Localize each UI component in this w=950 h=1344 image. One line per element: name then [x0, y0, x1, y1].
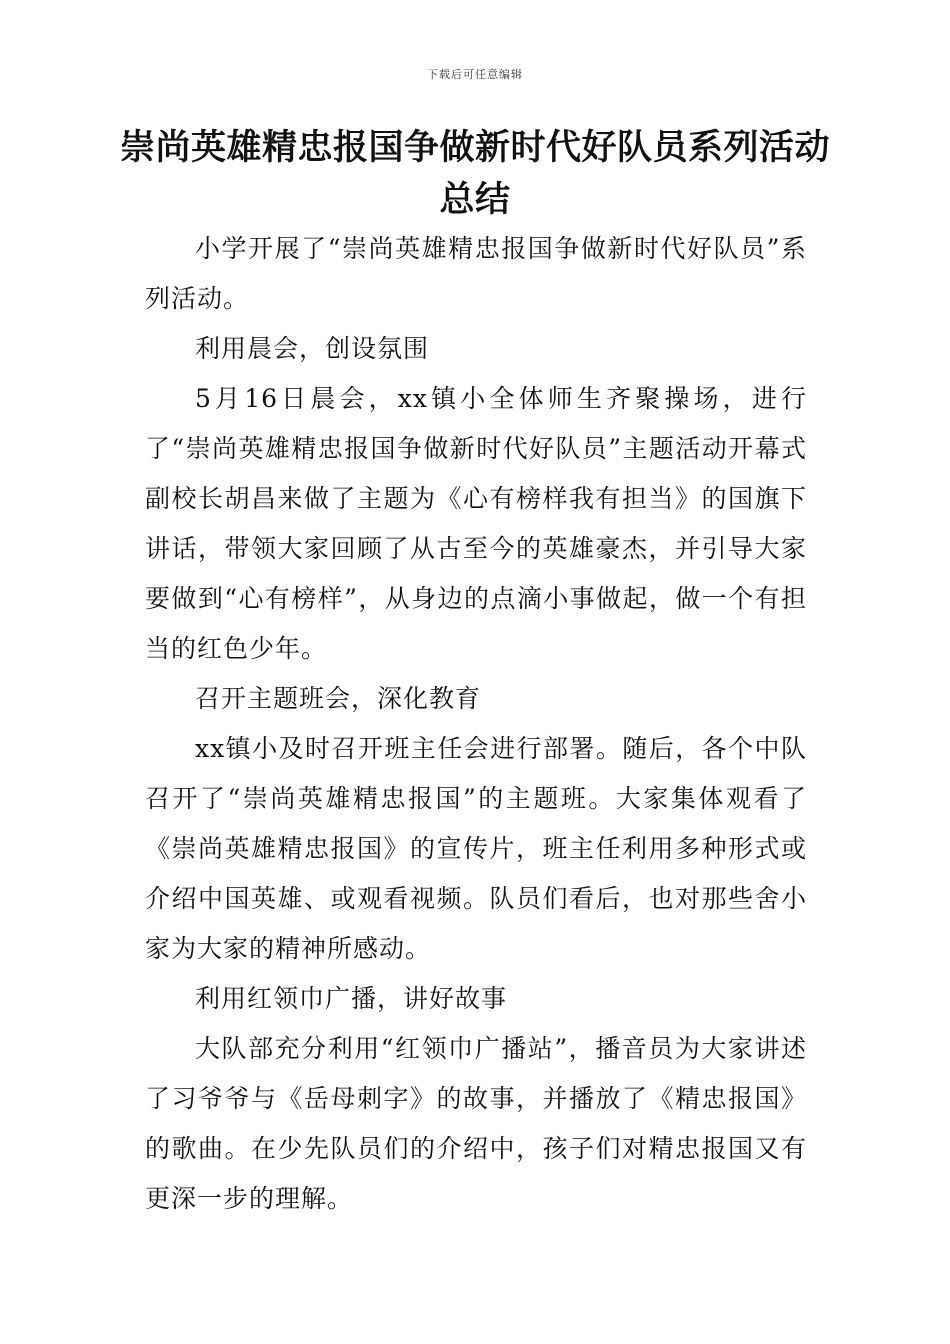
paragraph-class-meeting: xx镇小及时召开班主任会进行部署。随后，各个中队召开了“崇尚英雄精忠报国”的主题班。大家集体观看了《崇尚英雄精忠报国》的宣传片，班主任利用多种形式或介绍中国英雄、或观看视频。队员们看后，也对那些舍小家为大家的精神所感动。	[145, 734, 807, 963]
intro-paragraph: 小学开展了“崇尚英雄精忠报国争做新时代好队员”系列活动。	[145, 234, 807, 313]
paragraph-radio: 大队部充分利用“红领巾广播站”，播音员为大家讲述了习爷爷与《岳母刺字》的故事，并播放了《精忠报国》的歌曲。在少先队员们的介绍中，孩子们对精忠报国又有更深一步的理解。	[145, 1034, 807, 1213]
document-body	[145, 224, 807, 1224]
paragraph-morning-meeting: 5月16日晨会，xx镇小全体师生齐聚操场，进行了“崇尚英雄精忠报国争做新时代好队员”主题活动开幕式副校长胡昌来做了主题为《心有榜样我有担当》的国旗下讲话，带领大家回顾了从古至今的英雄豪杰，并引导大家要做到“心有榜样”，从身边的点滴小事做起，做一个有担当的红色少年。	[145, 384, 807, 663]
section-heading-morning-meeting: 利用晨会，创设氛围	[195, 334, 430, 363]
document-title: 崇尚英雄精忠报国争做新时代好队员系列活动总结	[120, 128, 831, 220]
section-heading-radio: 利用红领巾广播，讲好故事	[195, 984, 508, 1013]
download-note: 下载后可任意编辑	[427, 68, 523, 81]
section-heading-class-meeting: 召开主题班会，深化教育	[195, 684, 482, 713]
